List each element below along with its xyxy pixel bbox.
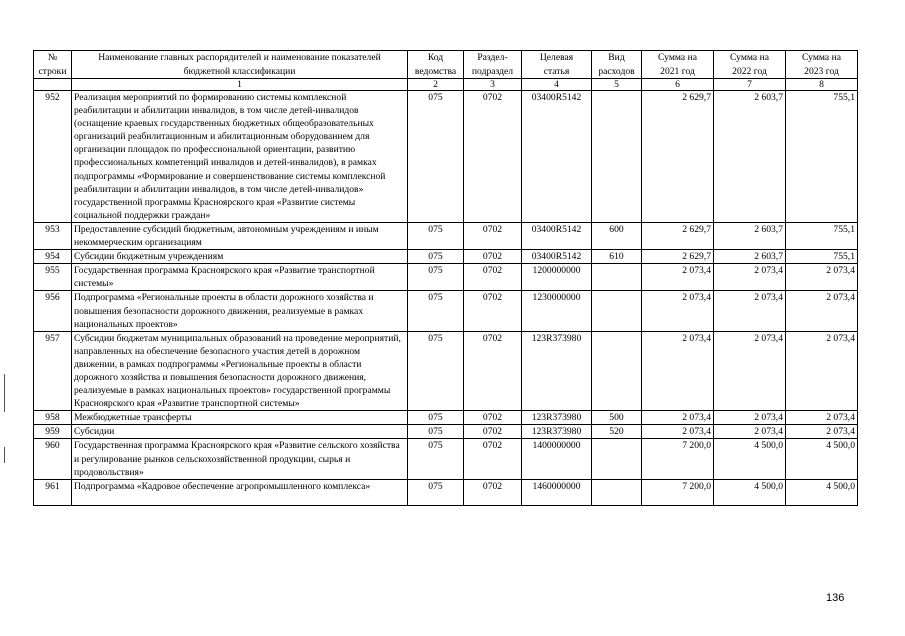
- row-sum-2023: 2 073,4: [786, 425, 858, 439]
- row-section: 0702: [464, 264, 522, 291]
- budget-table: [33, 50, 858, 506]
- row-dept-code: 075: [408, 439, 464, 479]
- row-sum-2021: 2 073,4: [642, 331, 714, 411]
- row-sum-2023: 2 073,4: [786, 291, 858, 331]
- table-row: [34, 479, 858, 505]
- column-number: [34, 79, 72, 91]
- column-number: 1: [72, 79, 408, 91]
- column-number-row: [34, 79, 858, 91]
- header-dept-code: Код ведомства: [408, 51, 464, 79]
- row-dept-code: 075: [408, 264, 464, 291]
- row-target: 03400R5142: [522, 222, 592, 249]
- header-sum-2023: Сумма на 2023 год: [786, 51, 858, 79]
- row-sum-2021: 2 073,4: [642, 411, 714, 425]
- row-name: Межбюджетные трансферты: [72, 411, 408, 425]
- row-target: 1460000000: [522, 479, 592, 505]
- row-target: 123R373980: [522, 425, 592, 439]
- table-row: [34, 264, 858, 291]
- row-dept-code: 075: [408, 411, 464, 425]
- row-number: 952: [34, 91, 72, 223]
- header-target: Целевая статья: [522, 51, 592, 79]
- table-row: [34, 222, 858, 249]
- row-name: Подпрограмма «Региональные проекты в области дорожного хозяйства и повышения безопасности дорожного движения, реализуемые в рамках национальных проектов»: [72, 291, 408, 331]
- row-name: Субсидии бюджетам муниципальных образований на проведение мероприятий, направленных на обеспечение безопасного участия детей в дорожном движении, в рамках подпрограммы «Региональные проекты в области дорожного хозяйства и повышения безопасности дорожного движения, реализуемые в рамках национальных проектов» государственной программы Красноярского края «Развитие транспортной системы»: [72, 331, 408, 411]
- row-sum-2022: 2 603,7: [714, 250, 786, 264]
- row-target: 1230000000: [522, 291, 592, 331]
- row-sum-2021: 7 200,0: [642, 479, 714, 505]
- row-dept-code: 075: [408, 331, 464, 411]
- row-expense-type: 520: [592, 425, 642, 439]
- row-sum-2023: 2 073,4: [786, 411, 858, 425]
- row-sum-2022: 2 073,4: [714, 291, 786, 331]
- row-target: 123R373980: [522, 411, 592, 425]
- row-sum-2023: 755,1: [786, 91, 858, 223]
- page-number: 136: [826, 592, 845, 604]
- table-row: [34, 331, 858, 411]
- column-number: 7: [714, 79, 786, 91]
- scan-margin-mark: [4, 374, 5, 412]
- row-section: 0702: [464, 91, 522, 223]
- column-number: 3: [464, 79, 522, 91]
- row-dept-code: 075: [408, 222, 464, 249]
- row-number: 956: [34, 291, 72, 331]
- row-name: Государственная программа Красноярского края «Развитие транспортной системы»: [72, 264, 408, 291]
- row-sum-2023: 2 073,4: [786, 331, 858, 411]
- row-section: 0702: [464, 250, 522, 264]
- column-number: 5: [592, 79, 642, 91]
- row-expense-type: [592, 331, 642, 411]
- header-name: Наименование главных распорядителей и наименование показателей бюджетной классификации: [72, 51, 408, 79]
- row-expense-type: [592, 439, 642, 479]
- row-dept-code: 075: [408, 250, 464, 264]
- row-sum-2023: 755,1: [786, 222, 858, 249]
- row-sum-2021: 2 629,7: [642, 222, 714, 249]
- row-sum-2023: 4 500,0: [786, 439, 858, 479]
- row-target: 123R373980: [522, 331, 592, 411]
- row-dept-code: 075: [408, 425, 464, 439]
- header-row: [34, 51, 858, 79]
- row-name: Субсидии: [72, 425, 408, 439]
- row-sum-2022: 2 073,4: [714, 331, 786, 411]
- row-sum-2022: 2 073,4: [714, 425, 786, 439]
- row-sum-2023: 2 073,4: [786, 264, 858, 291]
- row-sum-2022: 4 500,0: [714, 479, 786, 505]
- row-target: 03400R5142: [522, 250, 592, 264]
- row-expense-type: [592, 479, 642, 505]
- row-sum-2022: 2 603,7: [714, 222, 786, 249]
- row-dept-code: 075: [408, 479, 464, 505]
- row-dept-code: 075: [408, 291, 464, 331]
- row-name: Государственная программа Красноярского края «Развитие сельского хозяйства и регулирование рынков сельскохозяйственной продукции, сырья и продовольствия»: [72, 439, 408, 479]
- row-sum-2021: 2 629,7: [642, 91, 714, 223]
- row-sum-2023: 4 500,0: [786, 479, 858, 505]
- scan-margin-mark: [4, 447, 5, 463]
- column-number: 8: [786, 79, 858, 91]
- row-name: Подпрограмма «Кадровое обеспечение агропромышленного комплекса»: [72, 479, 408, 505]
- row-number: 961: [34, 479, 72, 505]
- row-number: 960: [34, 439, 72, 479]
- table-row: [34, 411, 858, 425]
- row-number: 957: [34, 331, 72, 411]
- row-name: Субсидии бюджетным учреждениям: [72, 250, 408, 264]
- row-sum-2022: 4 500,0: [714, 439, 786, 479]
- row-expense-type: 600: [592, 222, 642, 249]
- row-sum-2021: 2 073,4: [642, 264, 714, 291]
- row-number: 958: [34, 411, 72, 425]
- column-number: 4: [522, 79, 592, 91]
- row-section: 0702: [464, 479, 522, 505]
- row-sum-2022: 2 073,4: [714, 411, 786, 425]
- table-row: [34, 439, 858, 479]
- row-expense-type: [592, 264, 642, 291]
- row-sum-2022: 2 603,7: [714, 91, 786, 223]
- row-number: 955: [34, 264, 72, 291]
- header-section: Раздел- подраздел: [464, 51, 522, 79]
- table-row: [34, 91, 858, 223]
- header-row-no: № строки: [34, 51, 72, 79]
- row-expense-type: [592, 91, 642, 223]
- table-row: [34, 425, 858, 439]
- row-section: 0702: [464, 291, 522, 331]
- table-row: [34, 250, 858, 264]
- column-number: 2: [408, 79, 464, 91]
- row-section: 0702: [464, 331, 522, 411]
- row-number: 959: [34, 425, 72, 439]
- row-target: 1400000000: [522, 439, 592, 479]
- row-target: 1200000000: [522, 264, 592, 291]
- row-name: Предоставление субсидий бюджетным, автономным учреждениям и иным некоммерческим организациям: [72, 222, 408, 249]
- row-sum-2023: 755,1: [786, 250, 858, 264]
- row-section: 0702: [464, 439, 522, 479]
- row-sum-2021: 2 629,7: [642, 250, 714, 264]
- row-number: 953: [34, 222, 72, 249]
- row-sum-2021: 2 073,4: [642, 291, 714, 331]
- row-sum-2022: 2 073,4: [714, 264, 786, 291]
- row-number: 954: [34, 250, 72, 264]
- row-expense-type: 610: [592, 250, 642, 264]
- row-expense-type: [592, 291, 642, 331]
- header-expense-type: Вид расходов: [592, 51, 642, 79]
- header-sum-2022: Сумма на 2022 год: [714, 51, 786, 79]
- row-expense-type: 500: [592, 411, 642, 425]
- row-name: Реализация мероприятий по формированию системы комплексной реабилитации и абилитации инвалидов, в том числе детей-инвалидов (оснащение краевых государственных бюджетных общеобразовательных организаций реабилитационным и абилитационным оборудованием для организации площадок по профессиональной ориентации, развитию профессиональных компетенций инвалидов и детей-инвалидов), в рамках подпрограммы «Формирование и совершенствование системы комплексной реабилитации и абилитации инвалидов, в том числе детей-инвалидов» государственной программы Красноярского края «Развитие системы социальной поддержки граждан»: [72, 91, 408, 223]
- row-sum-2021: 2 073,4: [642, 425, 714, 439]
- column-number: 6: [642, 79, 714, 91]
- table-row: [34, 291, 858, 331]
- header-sum-2021: Сумма на 2021 год: [642, 51, 714, 79]
- row-target: 03400R5142: [522, 91, 592, 223]
- row-section: 0702: [464, 222, 522, 249]
- row-section: 0702: [464, 425, 522, 439]
- row-section: 0702: [464, 411, 522, 425]
- row-sum-2021: 7 200,0: [642, 439, 714, 479]
- row-dept-code: 075: [408, 91, 464, 223]
